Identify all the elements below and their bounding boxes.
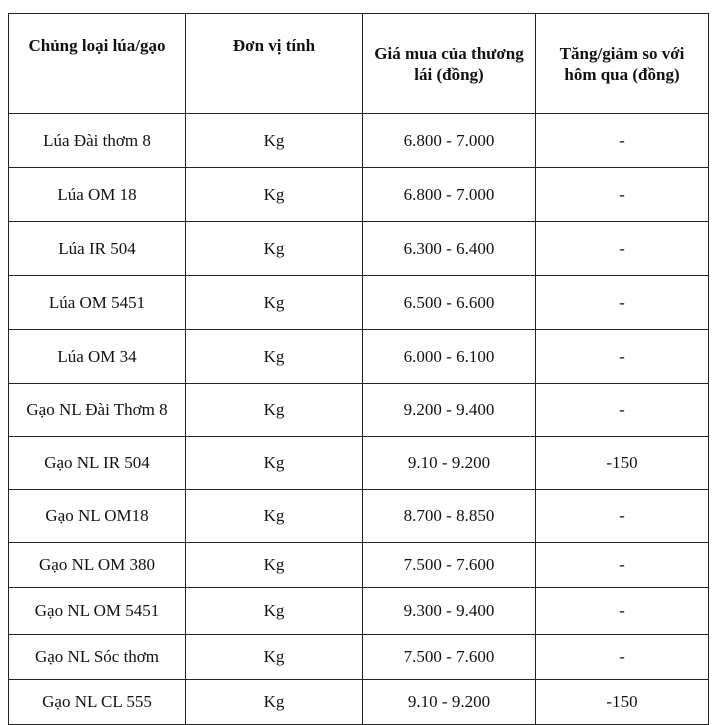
cell-variety: Gạo NL Đài Thơm 8: [9, 384, 186, 437]
table-row: [9, 635, 709, 680]
cell-variety: Lúa OM 5451: [9, 276, 186, 330]
table-row: [9, 222, 709, 276]
table-row: [9, 384, 709, 437]
cell-unit: Kg: [186, 635, 363, 680]
rice-price-table: [8, 13, 709, 725]
cell-unit: Kg: [186, 490, 363, 543]
cell-change: -: [536, 222, 709, 276]
cell-price: 6.300 - 6.400: [363, 222, 536, 276]
table-row: [9, 276, 709, 330]
cell-price: 8.700 - 8.850: [363, 490, 536, 543]
cell-unit: Kg: [186, 680, 363, 725]
cell-unit: Kg: [186, 588, 363, 635]
cell-change: -: [536, 588, 709, 635]
cell-change: -: [536, 168, 709, 222]
cell-variety: Gạo NL OM 380: [9, 543, 186, 588]
table-row: [9, 114, 709, 168]
table-row: [9, 588, 709, 635]
cell-unit: Kg: [186, 384, 363, 437]
cell-price: 9.200 - 9.400: [363, 384, 536, 437]
cell-unit: Kg: [186, 276, 363, 330]
table-row: [9, 490, 709, 543]
cell-change: -: [536, 635, 709, 680]
cell-variety: Gạo NL CL 555: [9, 680, 186, 725]
cell-price: 9.10 - 9.200: [363, 437, 536, 490]
cell-change: -: [536, 330, 709, 384]
header-variety: Chủng loại lúa/gạo: [9, 14, 186, 114]
cell-price: 7.500 - 7.600: [363, 543, 536, 588]
cell-variety: Lúa OM 34: [9, 330, 186, 384]
cell-unit: Kg: [186, 168, 363, 222]
cell-price: 9.10 - 9.200: [363, 680, 536, 725]
table-row: [9, 168, 709, 222]
cell-variety: Gạo NL Sóc thơm: [9, 635, 186, 680]
cell-unit: Kg: [186, 114, 363, 168]
cell-price: 7.500 - 7.600: [363, 635, 536, 680]
cell-unit: Kg: [186, 543, 363, 588]
header-trader-price: Giá mua của thương lái (đồng): [363, 14, 536, 114]
cell-variety: Lúa Đài thơm 8: [9, 114, 186, 168]
cell-change: -: [536, 490, 709, 543]
cell-price: 6.000 - 6.100: [363, 330, 536, 384]
cell-unit: Kg: [186, 330, 363, 384]
table-row: [9, 437, 709, 490]
header-unit: Đơn vị tính: [186, 14, 363, 114]
cell-unit: Kg: [186, 437, 363, 490]
cell-variety: Gạo NL OM 5451: [9, 588, 186, 635]
cell-variety: Lúa OM 18: [9, 168, 186, 222]
cell-price: 6.800 - 7.000: [363, 168, 536, 222]
cell-change: -150: [536, 437, 709, 490]
table-row: [9, 330, 709, 384]
cell-variety: Gạo NL OM18: [9, 490, 186, 543]
cell-price: 6.500 - 6.600: [363, 276, 536, 330]
cell-price: 9.300 - 9.400: [363, 588, 536, 635]
cell-variety: Gạo NL IR 504: [9, 437, 186, 490]
cell-change: -: [536, 384, 709, 437]
cell-change: -: [536, 114, 709, 168]
table-row: [9, 680, 709, 725]
header-change: Tăng/giảm so với hôm qua (đồng): [536, 14, 709, 114]
cell-change: -: [536, 543, 709, 588]
cell-unit: Kg: [186, 222, 363, 276]
cell-price: 6.800 - 7.000: [363, 114, 536, 168]
cell-change: -150: [536, 680, 709, 725]
table-header-row: [9, 14, 709, 114]
table-row: [9, 543, 709, 588]
cell-variety: Lúa IR 504: [9, 222, 186, 276]
cell-change: -: [536, 276, 709, 330]
